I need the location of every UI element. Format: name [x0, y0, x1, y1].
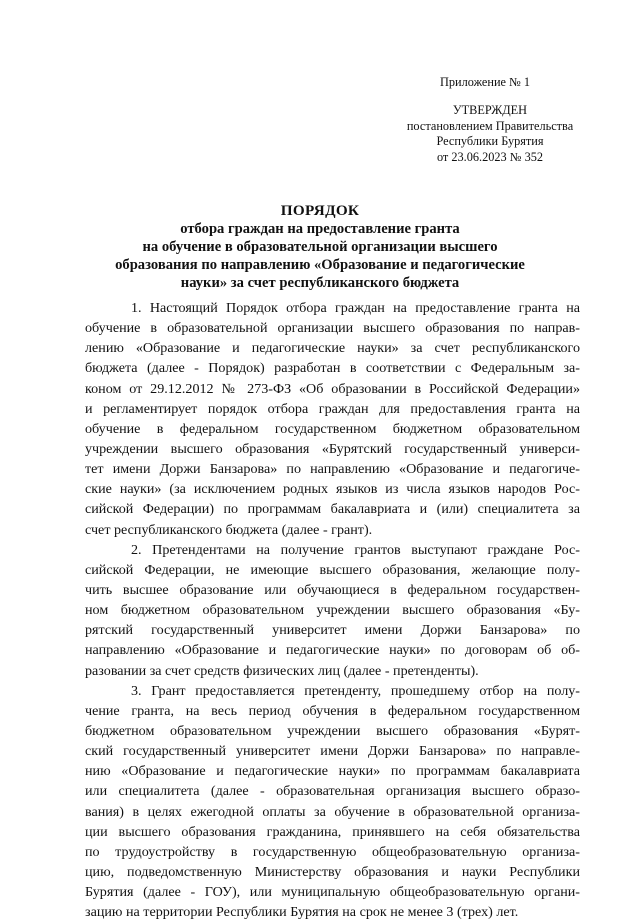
paragraph-3-line: 3. Грант предоставляется претенденту, прошедшему отбор на полу-	[131, 682, 580, 699]
paragraph-3-line: по трудоустройству в государственную общеобразовательную организа-	[85, 843, 580, 860]
document-title	[96, 202, 544, 292]
title-subtitle-line: науки» за счет республиканского бюджета	[180, 275, 460, 291]
approval-stamp	[380, 103, 600, 165]
paragraph-3-line: цию, подведомственную Министерству образования и науки Республики	[85, 863, 580, 880]
title-subtitle-line: образования по направлению «Образование и педагогические	[115, 257, 525, 273]
document-body	[85, 298, 580, 922]
paragraph-2-line: разовании за счет средств физических лиц (далее - претенденты).	[85, 662, 479, 679]
paragraph-1-line: обучение в федеральном государственном бюджетном образовательном	[85, 420, 580, 437]
paragraph-2-line: рятский государственный университет имени Доржи Банзарова» по	[85, 622, 580, 639]
paragraph-1-line: сийской Федерации) по программам бакалавриата и (или) специалитета за	[85, 501, 580, 518]
approved-line: УТВЕРЖДЕН	[452, 103, 528, 117]
paragraph-2-line: направлению «Образование и педагогические науки» по договорам об об-	[85, 642, 580, 659]
approved-line: Республики Бурятия	[436, 134, 544, 148]
paragraph-1-line: коном от 29.12.2012 № 273-ФЗ «Об образовании в Российской Федерации»	[85, 380, 580, 397]
paragraph-2-line: чить высшее образование или обучающиеся в федеральном государствен-	[85, 581, 580, 598]
paragraph-2-line: ном бюджетном образовательном учреждении высшего образования «Бу-	[85, 602, 580, 619]
title-subtitle-line: на обучение в образовательной организации высшего	[142, 239, 498, 255]
appendix-label: Приложение № 1	[440, 75, 531, 89]
paragraph-1-line: ские науки» (за исключением родных языков из числа языков народов Рос-	[85, 481, 580, 498]
paragraph-3-line: чение гранта, на весь период обучения в федеральном государственном	[85, 702, 580, 719]
title-main: ПОРЯДОК	[280, 202, 360, 219]
paragraph-2-line: сийской Федерации, не имеющие высшего образования, желающие полу-	[85, 561, 580, 578]
paragraph-3-line: ции высшего образования гражданина, принявшего на себя обязательства	[85, 823, 580, 840]
paragraph-3-line: нию «Образование и педагогические науки» по программам бакалавриата	[85, 763, 580, 780]
paragraph-2-line: 2. Претендентами на получение грантов выступают граждане Рос-	[131, 541, 580, 558]
paragraph-1-line: счет республиканского бюджета (далее - грант).	[85, 521, 373, 538]
paragraph-3-line: Бурятия (далее - ГОУ), или муниципальную общеобразовательную органи-	[85, 884, 580, 901]
paragraph-3-line: ский государственный университет имени Доржи Банзарова» по направле-	[85, 743, 580, 760]
paragraph-1-line: тет имени Доржи Банзарова» по направлению «Образование и педагогиче-	[85, 461, 580, 478]
paragraph-3-line: зацию на территории Республики Бурятия на срок не менее 3 (трех) лет.	[85, 904, 519, 921]
paragraph-1-line: 1. Настоящий Порядок отбора граждан на предоставление гранта на	[131, 300, 580, 316]
paragraph-1-line: бюджета (далее - Порядок) разработан в соответствии с Федеральным за-	[85, 360, 580, 377]
paragraph-1-line: учреждении высшего образования «Бурятский государственный универси-	[85, 440, 580, 457]
paragraph-3-line: вания) в целях ежегодной оплаты за обучение в образовательной организа-	[85, 803, 580, 820]
approved-line: от 23.06.2023 № 352	[436, 149, 544, 164]
approved-line: постановлением Правительства	[406, 118, 574, 133]
paragraph-1-line: и регламентирует порядок отбора граждан для предоставления гранта на	[85, 400, 580, 417]
paragraph-1-line: лению «Образование и педагогические науки» за счет республиканского	[85, 340, 580, 357]
paragraph-1-line: обучение в образовательной организации высшего образования по направ-	[85, 320, 580, 337]
paragraph-3-line: бюджетном образовательном учреждении высшего образования «Бурят-	[85, 722, 580, 739]
paragraph-3-line: или специалитета (далее - образовательная организация высшего образо-	[85, 783, 580, 800]
title-subtitle-line: отбора граждан на предоставление гранта	[180, 221, 460, 237]
